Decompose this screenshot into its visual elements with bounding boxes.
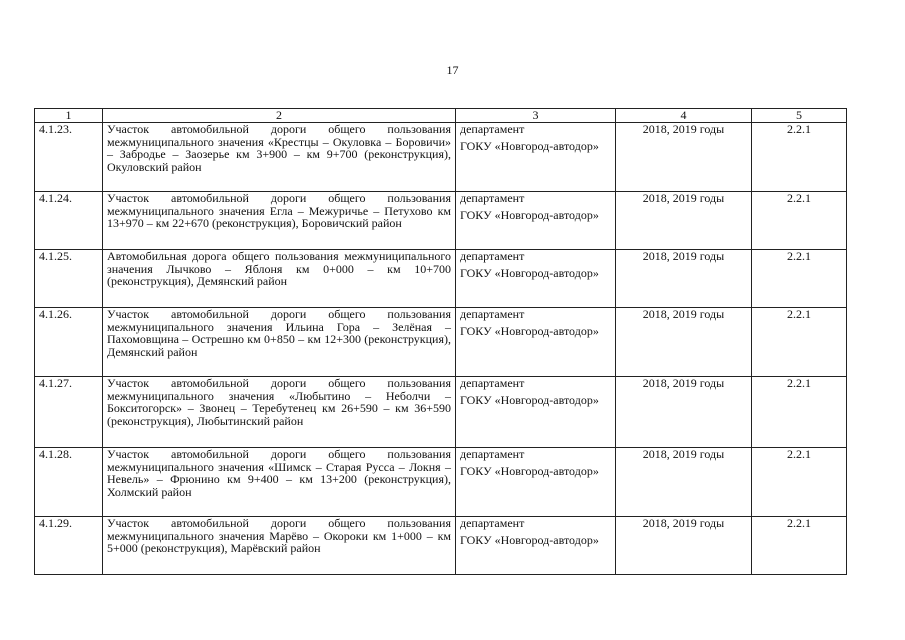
term-cell: 2018, 2019 годы (616, 123, 752, 192)
indicator-ref: 2.2.1 (752, 517, 847, 575)
header-cell-4: 4 (616, 109, 752, 123)
executor-agency: ГОКУ «Новгород-автодор» (460, 207, 599, 222)
header-cell-3: 3 (456, 109, 616, 123)
term-cell: 2018, 2019 годы (616, 250, 752, 308)
executor-cell (456, 123, 616, 192)
table-row (35, 192, 847, 250)
header-cell-5: 5 (752, 109, 847, 123)
item-number: 4.1.28. (35, 448, 103, 517)
executor-department: департамент (460, 447, 525, 461)
table-row (35, 123, 847, 192)
executor-cell (456, 377, 616, 448)
road-description: Участок автомобильной дороги общего пользования межмуниципального значения Марёво – Окороки км 1+000 – км 5+000 (реконструкция), Марёвский район (103, 517, 456, 575)
header-cell-2: 2 (103, 109, 456, 123)
table-row (35, 448, 847, 517)
road-description: Участок автомобильной дороги общего пользования межмуниципального значения Егла – Межуричье – Петухово км 13+970 – км 22+670 (реконструкция), Боровичский район (103, 192, 456, 250)
road-description: Автомобильная дорога общего пользования межмуниципального значения Лычково – Яблоня км 0+000 – км 10+700 (реконструкция), Демянский район (103, 250, 456, 308)
term-cell: 2018, 2019 годы (616, 308, 752, 377)
road-description: Участок автомобильной дороги общего пользования межмуниципального значения «Крестцы – Окуловка – Боровичи» – Забродье – Заозерье км 3+900 – км 9+700 (реконструкция), Окуловский район (103, 123, 456, 192)
road-description: Участок автомобильной дороги общего пользования межмуниципального значения «Любытино – Неболчи – Бокситогорск» – Звонец – Теребутенец км 26+590 – км 36+590 (реконструкция), Любытинский район (103, 377, 456, 448)
term-cell: 2018, 2019 годы (616, 448, 752, 517)
executor-cell (456, 192, 616, 250)
executor-agency: ГОКУ «Новгород-автодор» (460, 323, 599, 338)
road-description: Участок автомобильной дороги общего пользования межмуниципального значения «Шимск – Старая Русса – Локня – Невель» – Фрюнино км 9+400 – км 13+200 (реконструкция), Холмский район (103, 448, 456, 517)
executor-cell (456, 250, 616, 308)
roads-table (34, 108, 847, 575)
executor-department: департамент (460, 191, 525, 205)
table-row (35, 250, 847, 308)
executor-agency: ГОКУ «Новгород-автодор» (460, 463, 599, 478)
header-cell-1: 1 (35, 109, 103, 123)
executor-agency: ГОКУ «Новгород-автодор» (460, 138, 599, 153)
indicator-ref: 2.2.1 (752, 123, 847, 192)
indicator-ref: 2.2.1 (752, 250, 847, 308)
executor-agency: ГОКУ «Новгород-автодор» (460, 532, 599, 547)
term-cell: 2018, 2019 годы (616, 192, 752, 250)
executor-department: департамент (460, 122, 525, 136)
item-number: 4.1.25. (35, 250, 103, 308)
executor-department: департамент (460, 307, 525, 321)
item-number: 4.1.23. (35, 123, 103, 192)
executor-agency: ГОКУ «Новгород-автодор» (460, 265, 599, 280)
executor-cell (456, 517, 616, 575)
executor-department: департамент (460, 516, 525, 530)
executor-department: департамент (460, 376, 525, 390)
table-row (35, 377, 847, 448)
table-row (35, 517, 847, 575)
executor-cell (456, 308, 616, 377)
indicator-ref: 2.2.1 (752, 308, 847, 377)
term-cell: 2018, 2019 годы (616, 517, 752, 575)
page-number: 17 (446, 63, 459, 77)
term-cell: 2018, 2019 годы (616, 377, 752, 448)
executor-department: департамент (460, 249, 525, 263)
indicator-ref: 2.2.1 (752, 192, 847, 250)
executor-agency: ГОКУ «Новгород-автодор» (460, 392, 599, 407)
item-number: 4.1.24. (35, 192, 103, 250)
indicator-ref: 2.2.1 (752, 377, 847, 448)
item-number: 4.1.27. (35, 377, 103, 448)
executor-cell (456, 448, 616, 517)
table-header-row (35, 109, 847, 123)
road-description: Участок автомобильной дороги общего пользования межмуниципального значения Ильина Гора – Зелёная – Пахомовщина – Острешно км 0+850 – км 12+300 (реконструкция), Демянский район (103, 308, 456, 377)
item-number: 4.1.26. (35, 308, 103, 377)
indicator-ref: 2.2.1 (752, 448, 847, 517)
item-number: 4.1.29. (35, 517, 103, 575)
table-row (35, 308, 847, 377)
